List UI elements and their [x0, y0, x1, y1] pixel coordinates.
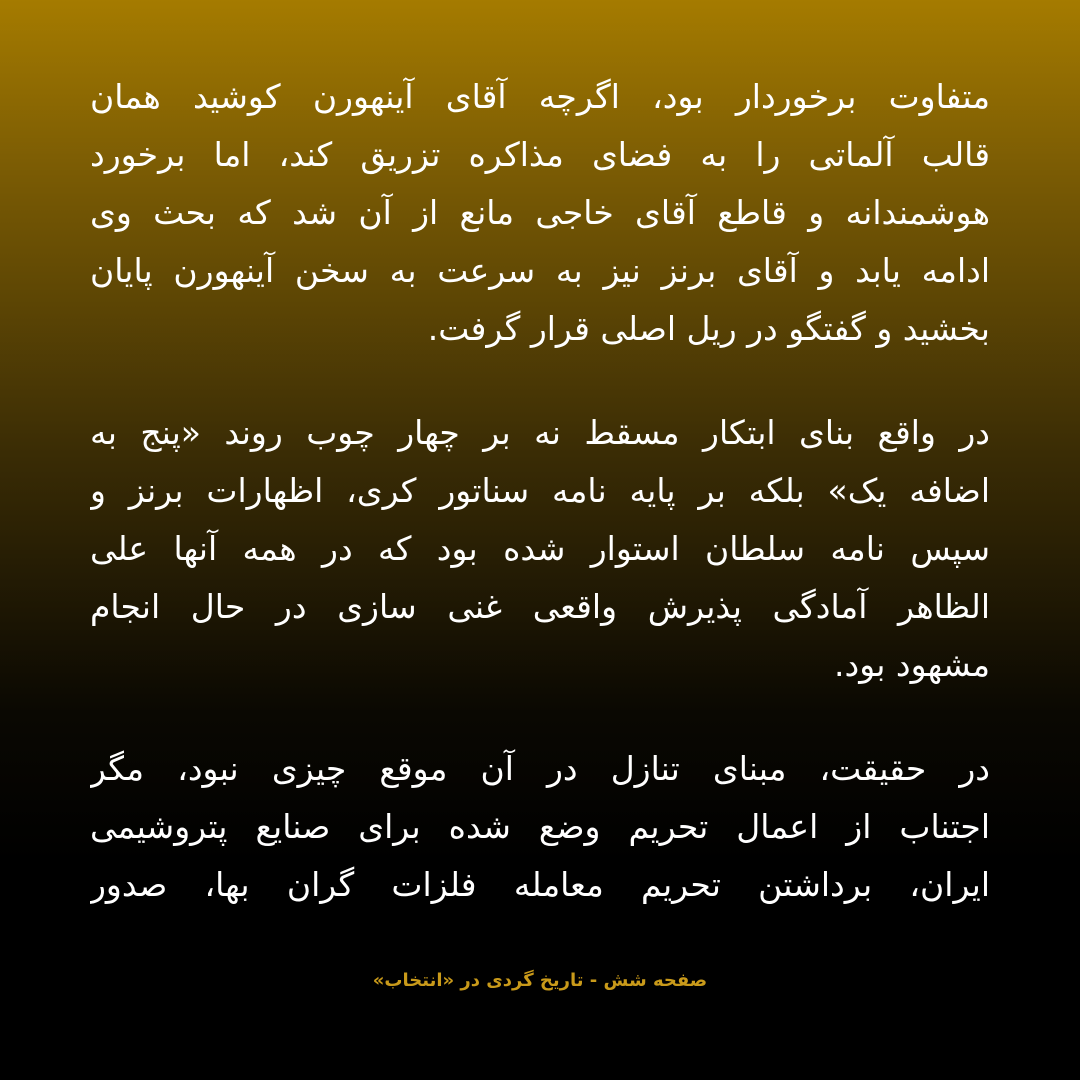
paragraph-2: [90, 404, 990, 694]
text-line: اجتناب از اعمال تحریم وضع شده برای صنایع پتروشیمی: [90, 807, 990, 846]
text-line: در حقیقت، مبنای تنازل در آن موقع چیزی نبود، مگر: [90, 749, 990, 788]
text-line: مشهود بود.: [834, 645, 990, 684]
text-line: قالب آلماتی را به فضای مذاکره تزریق کند، اما برخورد: [90, 135, 990, 174]
text-line: ایران، برداشتن تحریم معامله فلزات گران بها، صدور: [90, 865, 990, 904]
page-footer: صفحه شش - تاریخ گردی در «انتخاب»: [372, 970, 708, 991]
text-line: الظاهر آمادگی پذیرش واقعی غنی سازی در حال انجام: [90, 587, 990, 626]
text-line: ادامه یابد و آقای برنز نیز به سرعت به سخن آینهورن پایان: [90, 251, 990, 290]
text-line: اضافه یک» بلکه بر پایه نامه سناتور کری، اظهارات برنز و: [90, 471, 990, 510]
paragraph-3: [90, 740, 990, 914]
text-line: هوشمندانه و قاطع آقای خاجی مانع از آن شد که بحث وی: [90, 193, 990, 232]
text-line: سپس نامه سلطان استوار شده بود که در همه آنها علی: [90, 529, 990, 568]
article-body: [90, 68, 990, 960]
text-line: متفاوت برخوردار بود، اگرچه آقای آینهورن کوشید همان: [90, 77, 990, 116]
paragraph-1: [90, 68, 990, 358]
text-line: در واقع بنای ابتکار مسقط نه بر چهار چوب روند «پنج به: [90, 413, 990, 452]
text-line: بخشید و گفتگو در ریل اصلی قرار گرفت.: [427, 309, 990, 348]
